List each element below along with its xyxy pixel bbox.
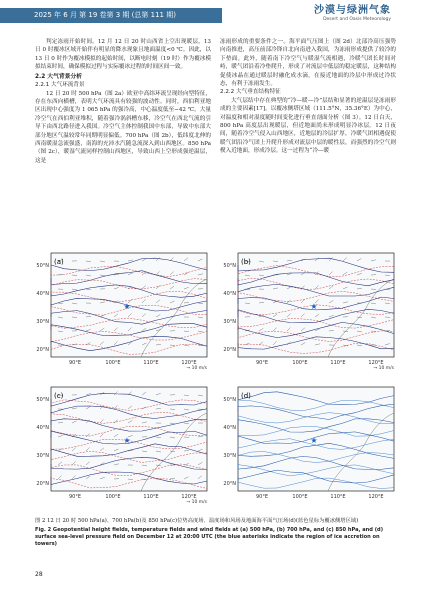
latitude-tick-label: 50°N: [36, 263, 49, 269]
section-heading: 2.2 大气背景分析: [35, 73, 83, 80]
page-number: 28: [35, 571, 43, 578]
longitude-tick-label: 100°E: [105, 360, 121, 366]
subsection-heading: 2.2.2 大气垂直结构特征: [220, 89, 281, 96]
paragraph: 12 日 20 时 500 hPa（图 2a）欧亚中高纬环流呈现经向型特征，存在东西向横槽，表明大气环流具有较强的波动性。同时，西伯利亚地区出现中心强度为 1 065 hPa 的强冷高，中心温度低至−42 ℃。大量冷空气在西伯利亚堆积，随着强冷涡斜槽东移，冷空气在西北气流的引导下由西北路径进入我国。冷空气主体控制我国中东部，导致中东部大部分地区气温较常年同期明显偏低。700 hPa（图 2b），低纬度北伸的西南暖湿急流强盛，南海的充沛水汽随急流深入到山西地区。850 hPa（图 2c），暖湿气流同样控制山西地区，导致山西上空形成强逆温层，这是: [35, 90, 211, 164]
panel-label: (a): [54, 258, 64, 266]
latitude-tick-label: 30°N: [223, 319, 236, 325]
latitude-tick-label: 40°N: [223, 425, 236, 431]
longitude-tick-label: 100°E: [105, 494, 121, 500]
longitude-tick-label: 100°E: [292, 360, 308, 366]
longitude-tick-label: 120°E: [181, 494, 197, 500]
map-850hpa: [35, 383, 212, 507]
longitude-tick-label: 120°E: [368, 360, 384, 366]
longitude-tick-label: 90°E: [255, 360, 269, 366]
caption-en: Fig. 2 Geopotential height fields, temperature fields and wind fields at (a) 500 hPa, (b) 700 hPa, and (c) 850 hPa, and (d) surface sea-level pressure field on December 12 at 20:00 UTC (the blue asterisks indicate the region of ice accretion on towers): [35, 526, 384, 547]
right-column: [220, 38, 396, 156]
latitude-tick-label: 20°N: [223, 347, 236, 353]
reference-vector-label: → 10 m/s: [186, 500, 207, 505]
longitude-tick-label: 100°E: [292, 494, 308, 500]
longitude-tick-label: 90°E: [68, 360, 82, 366]
map-slp: [222, 383, 399, 507]
latitude-tick-label: 40°N: [36, 291, 49, 297]
latitude-tick-label: 50°N: [36, 397, 49, 403]
latitude-tick-label: 40°N: [223, 291, 236, 297]
subsection-heading: 2.2.1 大气环流背景: [35, 82, 85, 89]
paragraph: 大气层结中存在典型的“冷—暖—冷”层结和显著的逆温层是冻雨形成的主要因素[17]。以覆冰侧塔区域（111.5°N，35.36°E）为中心，对温度和相对湿度随时间变化进行垂直剖面分析（图 3）。12 日白天，800 hPa 高度层出现暖层，但近地面尚未形成明显冷冰层。12 日夜间，随着冷空气侵入山西地区，近地层的冷层扩厚，冷暖气团相遇促使暖气团沿冷气团上升爬升形成对流层中层的暖性层，而强烈的冷空气则楔入近地面，形成冷层。这一过程为“冷—暖: [220, 97, 396, 155]
paragraph: 判定冻雨开始时间。12 月 12 日 20 时山西省上空出现暖层，13 日 0 时覆冰区域开始伴有明显的降水现象且地面温度<0 ℃。因此，以 13 日 0 时作为覆冰模拟的起始时间，以断电时刻（19 时）作为覆冰模拟结束时间，确保模拟过程与实际覆冰过程的时间区间一致。: [35, 39, 211, 71]
map-700hpa: [222, 249, 399, 373]
latitude-tick-label: 20°N: [223, 481, 236, 487]
reference-vector-label: → 10 m/s: [186, 366, 207, 371]
latitude-tick-label: 20°N: [36, 481, 49, 487]
tower-region-star-icon: ★: [310, 436, 318, 445]
caption-cn: 图 2 12 日 20 时 500 hPa(a)、700 hPa(b)及 850 hPa(c)位势高度场、温度场和风场及地面海平面气压场(d)(蓝色星标为覆冰侧塔区域): [35, 518, 359, 524]
figure-2: [30, 249, 397, 513]
latitude-tick-label: 30°N: [36, 453, 49, 459]
panel-d: [222, 383, 399, 507]
panel-b: [222, 249, 399, 373]
left-column: [35, 38, 211, 165]
latitude-tick-label: 30°N: [36, 319, 49, 325]
page-header: [0, 0, 427, 30]
panel-label: (b): [241, 258, 251, 266]
panel-label: (d): [241, 392, 251, 400]
latitude-tick-label: 50°N: [223, 263, 236, 269]
tower-region-star-icon: ★: [310, 302, 318, 311]
journal-title-en: Desert and Oasis Meteorology: [323, 17, 391, 22]
journal-masthead: [314, 5, 391, 23]
longitude-tick-label: 110°E: [143, 360, 159, 366]
longitude-tick-label: 120°E: [368, 494, 384, 500]
tower-region-star-icon: ★: [123, 436, 131, 445]
reference-vector-label: → 10 m/s: [373, 366, 394, 371]
issue-bar: 2025 年 6 月 第 19 卷第 3 期 (总第 111 期): [0, 8, 222, 23]
panel-c: [35, 383, 212, 507]
panel-a: [35, 249, 212, 373]
latitude-tick-label: 20°N: [36, 347, 49, 353]
longitude-tick-label: 110°E: [143, 494, 159, 500]
longitude-tick-label: 110°E: [330, 494, 346, 500]
latitude-tick-label: 40°N: [36, 425, 49, 431]
journal-title-cn: 沙漠与绿洲气象: [314, 5, 391, 16]
panel-label: (c): [54, 392, 64, 400]
figure-caption: [35, 518, 395, 548]
longitude-tick-label: 110°E: [330, 360, 346, 366]
map-500hpa: [35, 249, 212, 373]
longitude-tick-label: 90°E: [255, 494, 269, 500]
longitude-tick-label: 120°E: [181, 360, 197, 366]
tower-region-star-icon: ★: [123, 302, 131, 311]
longitude-tick-label: 90°E: [68, 494, 82, 500]
latitude-tick-label: 30°N: [223, 453, 236, 459]
paragraph: 冻雨形成的重要条件之一。海平面气压图上（图 2d）北部冷高压强势向南推进，高压前部冷锋自北向南进入我国，为冻雨形成提供了较冷的下垫面。此外，随着南下冷空气与暖湿气流相遇，冷暖气团长时间对峙，暖气团沿着冷垫爬升，形成了对流层中低层的稳定暖层，这种结构促使冰晶在通过暖层时融化成水滴，在接近地面的冷层中形成过冷状态，有利于冻雨发生。: [220, 39, 396, 88]
latitude-tick-label: 50°N: [223, 397, 236, 403]
